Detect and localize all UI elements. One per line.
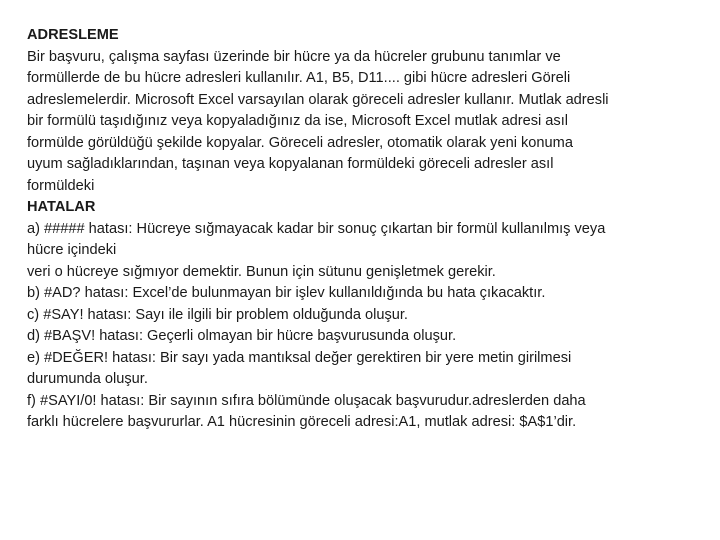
heading-hatalar: HATALAR xyxy=(27,199,96,215)
adresleme-line-7: formüldeki xyxy=(27,177,95,194)
heading-adresleme: ADRESLEME xyxy=(27,27,119,43)
hatalar-line-3: veri o hücreye sığmıyor demektir. Bunun için sütunu genişletmek gerekir. xyxy=(27,263,496,280)
hatalar-line-10: farklı hücrelere başvururlar. A1 hücresinin göreceli adresi:A1, mutlak adresi: $A$1’dir. xyxy=(27,414,577,430)
hatalar-line-6: d) #BAŞV! hatası: Geçerli olmayan bir hücre başvurusunda oluşur. xyxy=(27,328,457,344)
adresleme-line-2: formüllerde de bu hücre adresleri kullanılır. A1, B5, D11.... gibi hücre adresleri Göreli xyxy=(27,70,571,86)
adresleme-line-3: adreslemelerdir. Microsoft Excel varsayılan olarak göreceli adresler kullanır. Mutlak adresli xyxy=(27,91,609,108)
document-page xyxy=(27,25,707,434)
hatalar-line-7: e) #DEĞER! hatası: Bir sayı yada mantıksal değer gerektiren bir yere metin girilmesi xyxy=(27,349,572,366)
adresleme-line-5: formülde görüldüğü şekilde kopyalar. Göreceli adresler, otomatik olarak yeni konuma xyxy=(27,134,573,151)
hatalar-line-4: b) #AD? hatası: Excel’de bulunmayan bir işlev kullanıldığında bu hata çıkacaktır. xyxy=(27,285,546,301)
adresleme-line-4: bir formülü taşıdığınız veya kopyaladığınız da ise, Microsoft Excel mutlak adresi asıl xyxy=(27,113,569,129)
hatalar-line-1: a) ##### hatası: Hücreye sığmayacak kadar bir sonuç çıkartan bir formül kullanılmış veya xyxy=(27,220,606,237)
adresleme-line-1: Bir başvuru, çalışma sayfası üzerinde bir hücre ya da hücreler grubunu tanımlar ve xyxy=(27,48,561,65)
hatalar-line-9: f) #SAYI/0! hatası: Bir sayının sıfıra bölümünde oluşacak başvurudur.adreslerden daha xyxy=(27,392,586,409)
hatalar-line-2: hücre içindeki xyxy=(27,242,117,258)
hatalar-line-5: c) #SAY! hatası: Sayı ile ilgili bir problem olduğunda oluşur. xyxy=(27,306,408,323)
adresleme-line-6: uyum sağladıklarından, taşınan veya kopyalanan formüldeki göreceli adresler asıl xyxy=(27,156,554,172)
hatalar-line-8: durumunda oluşur. xyxy=(27,371,148,387)
